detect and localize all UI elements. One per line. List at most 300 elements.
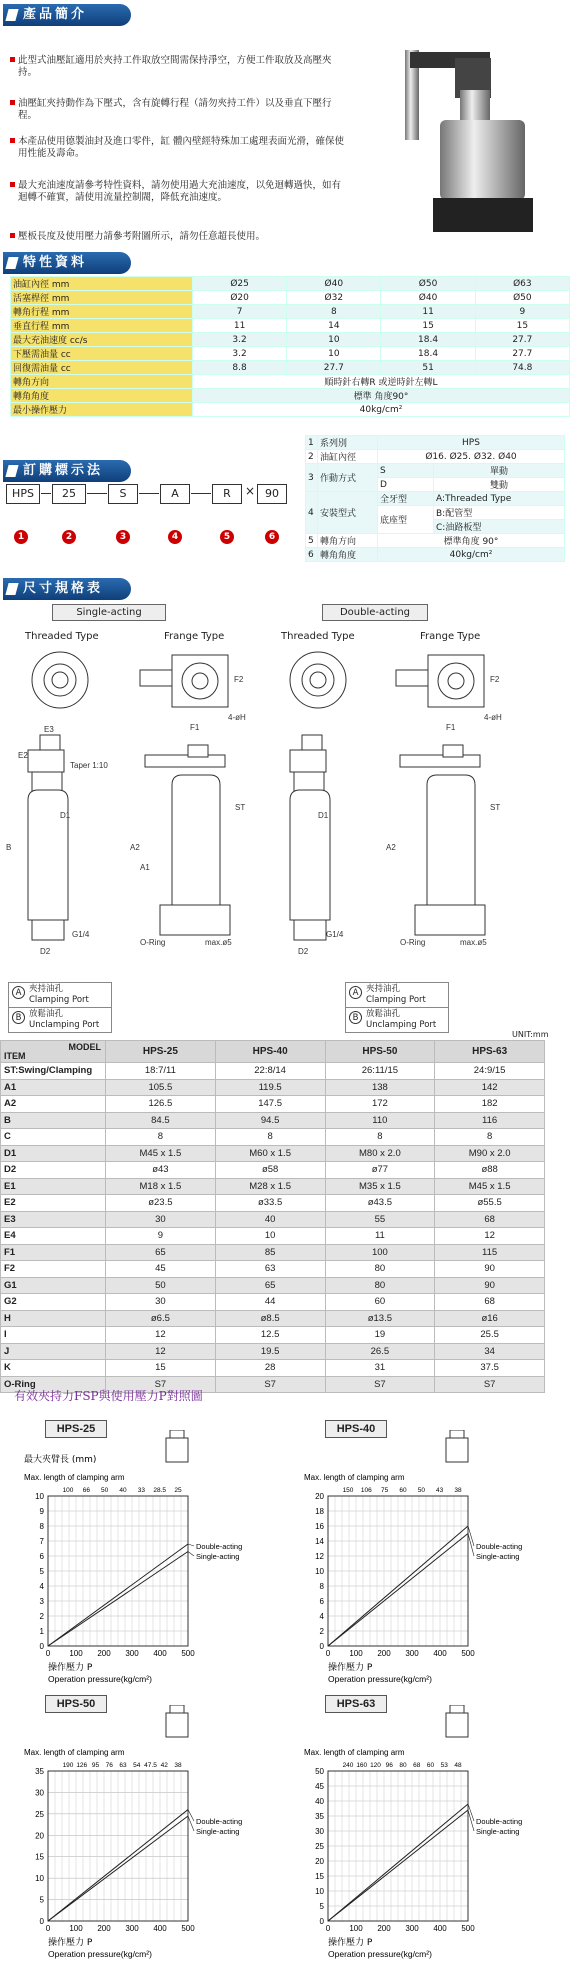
- table-cell: M80 x 2.0: [325, 1145, 435, 1162]
- y-tick-label: 15: [315, 1872, 324, 1881]
- y-tick-label: 35: [315, 1812, 324, 1821]
- x-axis-label-cn: 操作壓力 P: [328, 1938, 373, 1948]
- y-tick-label: 6: [39, 1552, 44, 1561]
- table-cell: S7: [215, 1376, 325, 1393]
- arm-length-label: 38: [454, 1487, 462, 1494]
- dim-st: ST: [235, 803, 246, 812]
- table-cell: 115: [435, 1244, 545, 1261]
- spec-value: 27.7: [287, 361, 381, 375]
- legend-leader: [188, 1544, 194, 1546]
- spec-value: 14: [287, 319, 381, 333]
- table-row: [1, 1145, 545, 1162]
- y-tick-label: 3: [39, 1597, 44, 1606]
- y-tick-label: 25: [315, 1842, 324, 1851]
- table-cell: 90: [435, 1277, 545, 1294]
- table-cell: 55: [325, 1211, 435, 1228]
- table-cell: 8: [325, 1129, 435, 1146]
- y-tick-label: 0: [39, 1917, 44, 1926]
- table-row: [1, 1261, 545, 1278]
- spec-row: [11, 361, 570, 375]
- spec-row: [11, 305, 570, 319]
- table-row: [1, 1277, 545, 1294]
- dim-eh: 4-øH: [484, 713, 502, 722]
- y-tick-label: 10: [315, 1567, 324, 1576]
- arm-length-label: 47.5: [144, 1762, 157, 1769]
- chart-plot: [20, 1430, 270, 1690]
- dim-f2: F2: [234, 675, 244, 684]
- x-tick-label: 300: [405, 1649, 419, 1658]
- x-tick-label: 300: [125, 1924, 139, 1933]
- y-axis-label: Max. length of clamping arm: [304, 1473, 405, 1482]
- table-cell: M18 x 1.5: [106, 1178, 216, 1195]
- dim-f1: F1: [190, 723, 200, 732]
- table-cell: 11: [325, 1228, 435, 1245]
- row-key: G2: [1, 1294, 106, 1311]
- spec-value: 40kg/cm²: [192, 403, 569, 417]
- spec-value: Ø25: [192, 277, 286, 291]
- y-tick-label: 50: [315, 1767, 324, 1776]
- y-axis-label: Max. length of clamping arm: [304, 1748, 405, 1757]
- y-tick-label: 15: [35, 1852, 44, 1862]
- spec-value: Ø40: [381, 291, 475, 305]
- x-tick-label: 200: [377, 1649, 391, 1658]
- spec-label: 回復需油量 cc: [11, 361, 193, 375]
- row-key: D2: [1, 1162, 106, 1179]
- arm-length-label: 100: [62, 1487, 74, 1494]
- table-cell: M45 x 1.5: [435, 1178, 545, 1195]
- y-axis-label-cn: 最大夾臂長 (mm): [24, 1455, 97, 1465]
- section-banner-intro: 產品簡介: [3, 4, 131, 26]
- arm-length-label: 43: [436, 1487, 444, 1494]
- spec-label: 轉角行程 mm: [11, 305, 193, 319]
- spec-value: Ø50: [381, 277, 475, 291]
- table-cell: ø55.5: [435, 1195, 545, 1212]
- arm-length-label: 75: [381, 1487, 389, 1494]
- table-cell: 94.5: [215, 1112, 325, 1129]
- port-b-cn: 放鬆油孔: [29, 1009, 64, 1019]
- port-legend-single: [8, 982, 112, 1033]
- table-cell: 50: [106, 1277, 216, 1294]
- order-row-key: 系列別: [318, 436, 378, 450]
- table-cell: ø16: [435, 1310, 545, 1327]
- row-key: E4: [1, 1228, 106, 1245]
- dash: [139, 493, 159, 494]
- spec-value: Ø63: [475, 277, 569, 291]
- row-key: E2: [1, 1195, 106, 1212]
- table-cell: ø43: [106, 1162, 216, 1179]
- legend-label: Double-acting: [476, 1542, 523, 1551]
- row-key: E1: [1, 1178, 106, 1195]
- chart-title: HPS-40: [325, 1420, 387, 1438]
- y-axis-label: Max. length of clamping arm: [24, 1473, 125, 1482]
- x-tick-label: 300: [405, 1924, 419, 1933]
- arm-length-label: 63: [119, 1762, 127, 1769]
- spec-label: 垂直行程 mm: [11, 319, 193, 333]
- row-key: E3: [1, 1211, 106, 1228]
- dim-f1: F1: [446, 723, 456, 732]
- order-code-bore: 25: [52, 484, 86, 504]
- spec-value: 8.8: [192, 361, 286, 375]
- table-cell: 12: [106, 1327, 216, 1344]
- table-cell: 37.5: [435, 1360, 545, 1377]
- y-tick-label: 40: [315, 1797, 324, 1806]
- table-cell: M45 x 1.5: [106, 1145, 216, 1162]
- table-cell: 65: [106, 1244, 216, 1261]
- x-tick-label: 0: [45, 1924, 51, 1933]
- spec-value: 15: [381, 319, 475, 333]
- table-cell: 44: [215, 1294, 325, 1311]
- arm-length-label: 60: [426, 1762, 435, 1769]
- y-tick-label: 7: [39, 1537, 44, 1546]
- y-tick-label: 0: [39, 1642, 44, 1651]
- dim-a2: A2: [130, 843, 140, 852]
- x-tick-label: 500: [181, 1924, 195, 1933]
- table-row: [1, 1327, 545, 1344]
- y-tick-label: 6: [319, 1597, 324, 1606]
- dim-g14: G1/4: [326, 930, 344, 939]
- arm-length-label: 66: [82, 1487, 90, 1494]
- y-tick-label: 4: [319, 1612, 324, 1621]
- legend-leader: [188, 1552, 194, 1557]
- table-cell: 126.5: [106, 1096, 216, 1113]
- legend-leader: [188, 1816, 194, 1831]
- table-cell: 34: [435, 1343, 545, 1360]
- arm-length-label: 190: [62, 1762, 74, 1769]
- flange-type-label: Frange Type: [164, 631, 225, 642]
- order-row-value: 40kg/cm²: [378, 548, 565, 562]
- arm-length-label: 160: [356, 1762, 368, 1769]
- y-tick-label: 8: [319, 1582, 324, 1591]
- table-cell: 8: [215, 1129, 325, 1146]
- y-tick-label: 0: [319, 1642, 324, 1651]
- table-cell: 138: [325, 1079, 435, 1096]
- cylinder-icon: [170, 1430, 184, 1438]
- y-tick-label: 20: [315, 1492, 324, 1501]
- table-cell: 26:11/15: [325, 1063, 435, 1080]
- table-cell: 31: [325, 1360, 435, 1377]
- x-axis-label-cn: 操作壓力 P: [328, 1663, 373, 1673]
- order-row-value: B:配管型: [434, 506, 565, 520]
- arm-length-label: 126: [76, 1762, 88, 1769]
- port-b-en: Unclamping Port: [29, 1020, 100, 1030]
- table-cell: 8: [435, 1129, 545, 1146]
- row-key: ST:Swing/Clamping: [1, 1063, 106, 1080]
- arm-length-label: 40: [119, 1487, 127, 1494]
- table-cell: 28: [215, 1360, 325, 1377]
- order-row-value: HPS: [378, 436, 565, 450]
- table-row: [1, 1162, 545, 1179]
- table-cell: ø88: [435, 1162, 545, 1179]
- dim-d1: D1: [60, 811, 71, 820]
- table-cell: 8: [106, 1129, 216, 1146]
- y-tick-label: 12: [315, 1552, 324, 1561]
- legend-label: Single-acting: [196, 1552, 240, 1561]
- table-cell: ø6.5: [106, 1310, 216, 1327]
- dash: [41, 493, 51, 494]
- charts-title: 有效夾持力FSP與使用壓力P對照圖: [14, 1389, 203, 1403]
- y-tick-label: 4: [39, 1582, 44, 1591]
- table-cell: 45: [106, 1261, 216, 1278]
- x-tick-label: 500: [461, 1924, 475, 1933]
- order-row-num: 2: [306, 450, 318, 464]
- port-a-cn: 夾持油孔: [366, 984, 401, 994]
- spec-value: 27.7: [475, 333, 569, 347]
- spec-label: 下壓需油量 cc: [11, 347, 193, 361]
- spec-label: 油缸內徑 mm: [11, 277, 193, 291]
- chart-plot: [20, 1705, 270, 1965]
- y-tick-label: 10: [35, 1874, 44, 1884]
- y-tick-label: 35: [35, 1767, 44, 1776]
- y-tick-label: 0: [319, 1917, 324, 1926]
- intro-bullet: 最大充油速度請參考特性資料，請勿使用過大充油速度，以免迴轉過快，如有迴轉不確實，請使用流量控制閥，降低充油速度。: [10, 180, 350, 204]
- table-cell: 65: [215, 1277, 325, 1294]
- y-tick-label: 10: [315, 1887, 324, 1896]
- arm-length-label: 25: [174, 1487, 182, 1494]
- order-code-series: HPS: [6, 484, 40, 504]
- row-key: J: [1, 1343, 106, 1360]
- cylinder-icon: [450, 1430, 464, 1438]
- table-cell: 116: [435, 1112, 545, 1129]
- table-cell: 26.5: [325, 1343, 435, 1360]
- order-row-value: 標準角度 90°: [378, 534, 565, 548]
- table-cell: M28 x 1.5: [215, 1178, 325, 1195]
- table-cell: 84.5: [106, 1112, 216, 1129]
- order-row-value: C:油路板型: [434, 520, 565, 534]
- dim-oring: O-Ring: [400, 938, 426, 947]
- spec-value: 標準 角度90°: [192, 389, 569, 403]
- arm-length-label: 38: [174, 1762, 182, 1769]
- y-tick-label: 10: [35, 1492, 44, 1501]
- y-tick-label: 14: [315, 1537, 324, 1546]
- spec-label: 最大充油速度 cc/s: [11, 333, 193, 347]
- order-row-value: S: [378, 464, 434, 478]
- arm-length-label: 50: [101, 1487, 109, 1494]
- y-tick-label: 2: [39, 1612, 44, 1621]
- table-row: [1, 1178, 545, 1195]
- row-key: I: [1, 1327, 106, 1344]
- cylinder-icon: [450, 1705, 464, 1713]
- table-row: [1, 1079, 545, 1096]
- table-cell: 25.5: [435, 1327, 545, 1344]
- table-cell: 119.5: [215, 1079, 325, 1096]
- table-cell: 147.5: [215, 1096, 325, 1113]
- spec-value: 11: [381, 305, 475, 319]
- spec-row: [11, 347, 570, 361]
- table-cell: M60 x 1.5: [215, 1145, 325, 1162]
- y-tick-label: 16: [315, 1522, 324, 1531]
- arm-length-label: 80: [399, 1762, 407, 1769]
- spec-value: 11: [192, 319, 286, 333]
- table-cell: ø23.5: [106, 1195, 216, 1212]
- table-cell: 110: [325, 1112, 435, 1129]
- taper-label: Taper 1:10: [70, 761, 108, 770]
- intro-bullet: 本產品使用德製油封及進口零件，缸 體內壁經特殊加工處理表面光滑，確保使用性能及壽命。: [10, 136, 350, 160]
- row-key: F2: [1, 1261, 106, 1278]
- spec-value: 8: [287, 305, 381, 319]
- table-row: [1, 1063, 545, 1080]
- order-number-badge: 1: [14, 530, 28, 544]
- x-tick-label: 0: [325, 1924, 331, 1933]
- table-cell: 40: [215, 1211, 325, 1228]
- y-tick-label: 18: [315, 1507, 324, 1516]
- order-row-value: 全牙型: [378, 492, 434, 506]
- y-tick-label: 9: [39, 1507, 44, 1516]
- x-tick-label: 100: [69, 1649, 83, 1658]
- x-tick-label: 500: [181, 1649, 195, 1658]
- row-key: K: [1, 1360, 106, 1377]
- table-cell: 15: [106, 1360, 216, 1377]
- col-header: HPS-63: [435, 1041, 545, 1063]
- spec-value: 10: [287, 333, 381, 347]
- x-tick-label: 100: [69, 1924, 83, 1933]
- arm-length-label: 50: [417, 1487, 425, 1494]
- y-tick-label: 5: [319, 1902, 324, 1911]
- row-key: H: [1, 1310, 106, 1327]
- chart-title: HPS-50: [45, 1695, 107, 1713]
- col-header: HPS-25: [106, 1041, 216, 1063]
- order-row-num: 3: [306, 464, 318, 492]
- table-row: [1, 1211, 545, 1228]
- single-acting-label: Single-acting: [52, 604, 166, 621]
- row-key: A2: [1, 1096, 106, 1113]
- x-tick-label: 0: [45, 1649, 51, 1658]
- table-cell: 80: [325, 1261, 435, 1278]
- row-key: D1: [1, 1145, 106, 1162]
- table-cell: M90 x 2.0: [435, 1145, 545, 1162]
- order-row-value: A:Threaded Type: [434, 492, 565, 506]
- intro-bullet: 油壓缸夾持動作為下壓式，含有旋轉行程（請勿夾持工件）以及垂直下壓行程。: [10, 98, 350, 122]
- table-cell: M35 x 1.5: [325, 1178, 435, 1195]
- row-key: A1: [1, 1079, 106, 1096]
- x-tick-label: 200: [97, 1649, 111, 1658]
- order-code-direction: R: [212, 484, 242, 504]
- spec-value: 51: [381, 361, 475, 375]
- order-row-value: Ø16. Ø25. Ø32. Ø40: [378, 450, 565, 464]
- table-cell: 68: [435, 1211, 545, 1228]
- table-cell: ø43.5: [325, 1195, 435, 1212]
- y-tick-label: 45: [315, 1782, 324, 1791]
- spec-row: [11, 291, 570, 305]
- y-tick-label: 20: [315, 1857, 324, 1866]
- dim-e3: E3: [44, 725, 54, 734]
- table-row: [1, 1343, 545, 1360]
- order-number-badge: 3: [116, 530, 130, 544]
- table-row: [1, 1244, 545, 1261]
- table-cell: 60: [325, 1294, 435, 1311]
- y-tick-label: 5: [39, 1895, 44, 1905]
- x-tick-label: 200: [377, 1924, 391, 1933]
- port-a-en: Clamping Port: [366, 995, 426, 1005]
- order-row-key: 安裝型式: [318, 492, 378, 534]
- order-row-key: 作動方式: [318, 464, 378, 492]
- intro-bullet: 壓板長度及使用壓力請參考附圖所示，請勿任意超長使用。: [10, 231, 350, 243]
- order-code-mount: A: [160, 484, 190, 504]
- flange-type-label: Frange Type: [420, 631, 481, 642]
- spec-value: 7: [192, 305, 286, 319]
- order-row-key: 轉角方向: [318, 534, 378, 548]
- table-cell: 19.5: [215, 1343, 325, 1360]
- arm-length-label: 120: [370, 1762, 381, 1769]
- spec-row: [11, 319, 570, 333]
- spec-value: Ø20: [192, 291, 286, 305]
- chart-title: HPS-25: [45, 1420, 107, 1438]
- table-cell: 9: [106, 1228, 216, 1245]
- table-cell: 100: [325, 1244, 435, 1261]
- table-cell: 24:9/15: [435, 1063, 545, 1080]
- x-tick-label: 300: [125, 1649, 139, 1658]
- item-header: ITEM: [4, 1051, 26, 1061]
- table-cell: 19: [325, 1327, 435, 1344]
- dim-max-e5: max.ø5: [205, 938, 232, 947]
- table-cell: 105.5: [106, 1079, 216, 1096]
- port-a-badge: A: [349, 986, 362, 999]
- dim-g14: G1/4: [72, 930, 90, 939]
- spec-value: Ø40: [287, 277, 381, 291]
- arm-length-label: 240: [342, 1762, 354, 1769]
- table-cell: 18:7/11: [106, 1063, 216, 1080]
- table-row: [1, 1129, 545, 1146]
- order-row-num: 4: [306, 492, 318, 534]
- cylinder-icon: [446, 1713, 468, 1737]
- table-cell: 172: [325, 1096, 435, 1113]
- dim-e2: E2: [18, 751, 28, 760]
- spec-value: 18.4: [381, 333, 475, 347]
- arm-length-label: 33: [137, 1487, 145, 1494]
- double-acting-label: Double-acting: [322, 604, 428, 621]
- dim-f2: F2: [490, 675, 500, 684]
- spec-row: [11, 333, 570, 347]
- order-table: [305, 435, 565, 562]
- spec-value: Ø32: [287, 291, 381, 305]
- port-a-badge: A: [12, 986, 25, 999]
- table-row: [1, 1294, 545, 1311]
- table-cell: 182: [435, 1096, 545, 1113]
- times-sign: ×: [245, 484, 256, 498]
- arm-length-label: 106: [360, 1487, 372, 1494]
- order-number-badge: 4: [168, 530, 182, 544]
- spec-row: [11, 403, 570, 417]
- threaded-type-label: Threaded Type: [281, 631, 355, 642]
- x-axis-label: Operation pressure(kg/cm²): [328, 1674, 432, 1684]
- port-a-cn: 夾持油孔: [29, 984, 64, 994]
- y-tick-label: 25: [35, 1809, 44, 1819]
- x-tick-label: 400: [433, 1649, 447, 1658]
- dim-st: ST: [490, 803, 501, 812]
- spec-value: 順時針右轉R 或逆時針左轉L: [192, 375, 569, 389]
- order-row-num: 6: [306, 548, 318, 562]
- legend-label: Single-acting: [196, 1827, 240, 1836]
- x-tick-label: 200: [97, 1924, 111, 1933]
- arm-length-label: 68: [413, 1762, 421, 1769]
- x-tick-label: 400: [153, 1924, 167, 1933]
- dimension-drawing: [0, 640, 570, 980]
- dash: [87, 493, 107, 494]
- y-axis-label: Max. length of clamping arm: [24, 1748, 125, 1757]
- order-code-angle: 90: [257, 484, 287, 504]
- intro-bullet: 此型式油壓缸適用於夾持工件取放空間需保持淨空，方便工件取放及高壓夾持。: [10, 55, 350, 79]
- cylinder-icon: [446, 1438, 468, 1462]
- arm-length-label: 95: [91, 1762, 100, 1769]
- row-key: C: [1, 1129, 106, 1146]
- legend-label: Single-acting: [476, 1827, 520, 1836]
- spec-table: [10, 276, 570, 417]
- x-axis-label: Operation pressure(kg/cm²): [328, 1949, 432, 1959]
- port-b-cn: 放鬆油孔: [366, 1009, 401, 1019]
- table-cell: ø33.5: [215, 1195, 325, 1212]
- row-key: O-Ring: [1, 1376, 106, 1393]
- port-legend-double: [345, 982, 449, 1033]
- x-axis-label-cn: 操作壓力 P: [48, 1663, 93, 1673]
